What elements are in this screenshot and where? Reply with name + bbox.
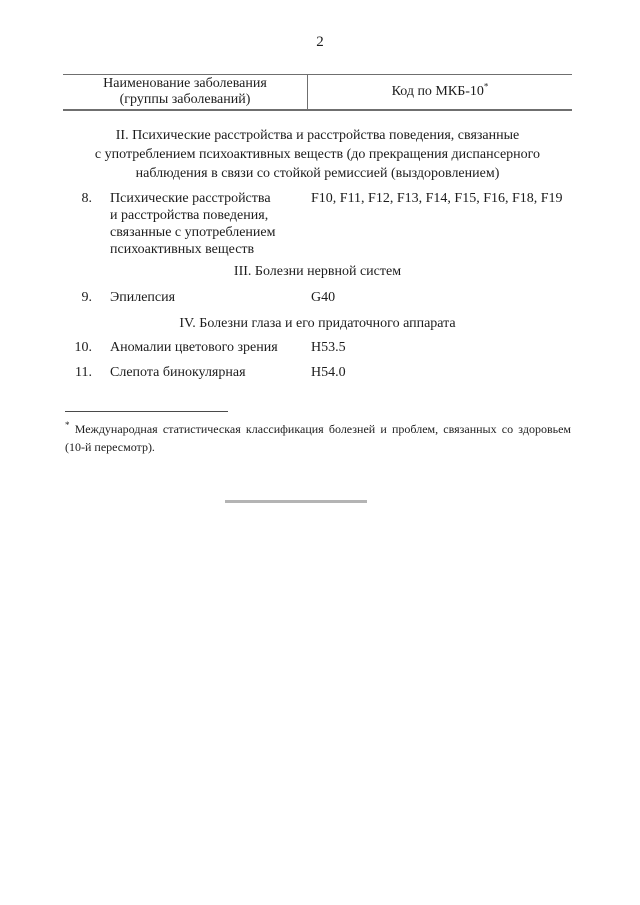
row-number: 8.	[81, 191, 92, 206]
table-header-name-line1: Наименование заболевания	[103, 76, 267, 91]
icd-code: H54.0	[311, 365, 346, 380]
icd-code: H53.5	[311, 340, 346, 355]
page-end-separator-line	[225, 500, 367, 503]
footnote-marker-superscript: *	[483, 81, 489, 92]
footnote-text: Международная статистическая классификация болезней и проблем, связанных со здоровьем (10-й пересмотр).	[65, 422, 571, 454]
page-number: 2	[316, 34, 324, 50]
section-iv-heading: IV. Болезни глаза и его придаточного аппарата	[179, 316, 456, 331]
section-ii-heading-line3: наблюдения в связи со стойкой ремиссией (выздоровлением)	[135, 166, 500, 181]
footnote-separator-rule	[65, 411, 228, 412]
section-iii-heading: III. Болезни нервной систем	[233, 264, 402, 279]
disease-name: Слепота бинокулярная	[110, 365, 246, 380]
row-number: 10.	[74, 340, 92, 355]
section-ii-heading-line2: с употреблением психоактивных веществ (до прекращения диспансерного	[94, 147, 541, 162]
row-number: 9.	[81, 290, 92, 305]
table-header-code-label: Код по МКБ-10*	[391, 81, 489, 99]
icd-code: F10, F11, F12, F13, F14, F15, F16, F18, F19	[311, 191, 563, 206]
row-number: 11.	[75, 365, 92, 380]
disease-name: Эпилепсия	[110, 290, 176, 305]
table-header-code-column	[308, 75, 572, 109]
disease-name: Психические расстройства и расстройства поведения, связанные с употреблением психоактивных веществ	[110, 191, 276, 257]
disease-name: Аномалии цветового зрения	[110, 340, 278, 355]
table-header-name-line2: (группы заболеваний)	[119, 92, 251, 107]
section-ii-heading-line1: II. Психические расстройства и расстройства поведения, связанные	[115, 128, 520, 143]
table-header	[63, 74, 572, 111]
section-ii-heading	[63, 126, 572, 183]
table-header-name-column	[63, 75, 308, 109]
icd-code: G40	[311, 290, 336, 305]
footnote	[65, 420, 571, 456]
footnote-marker: *	[65, 420, 70, 430]
